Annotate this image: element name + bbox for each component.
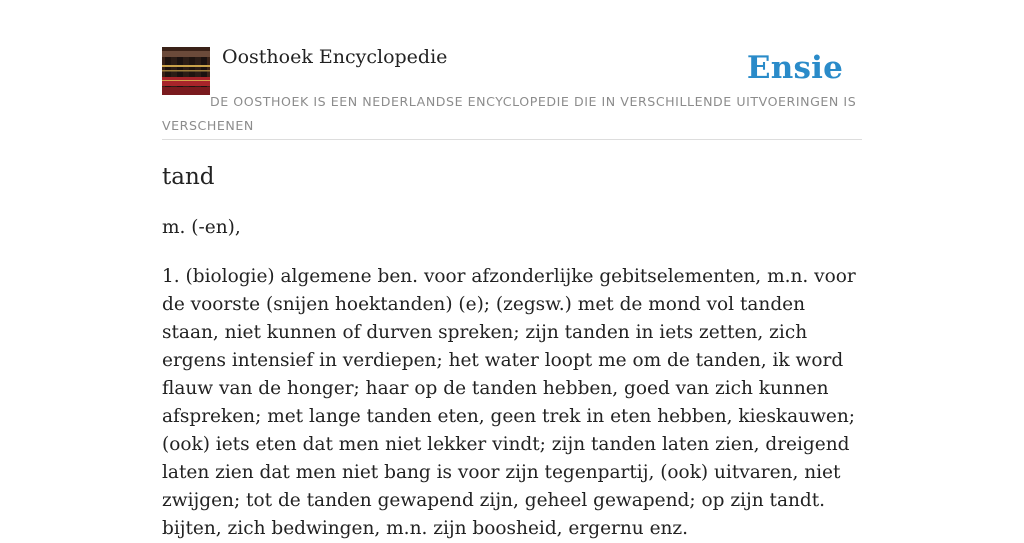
source-name-link[interactable]: Oosthoek Encyclopedie	[222, 46, 448, 68]
source-description: DE OOSTHOEK IS EEN NEDERLANDSE ENCYCLOPEDIE DIE IN VERSCHILLENDE UITVOERINGEN IS VERSCHENEN	[162, 94, 857, 133]
entry-grammar: m. (-en),	[162, 217, 241, 238]
ensie-logo-link[interactable]: Ensie	[746, 50, 843, 86]
encyclopedia-books-icon	[162, 47, 210, 95]
entry-definition: 1. (biologie) algemene ben. voor afzonderlijke gebitselementen, m.n. voor de voorste (snijen hoektanden) (e); (zegsw.) met de mond vol tanden staan, niet kunnen of durven spreken; zijn tanden in iets zetten, zich ergens intensief in verdiepen; het water loopt me om de tanden, ik word flauw van de honger; haar op de tanden hebben, goed van zich kunnen afspreken; met lange tanden eten, geen trek in eten hebben, kieskauwen; (ook) iets eten dat men niet lekker vindt; zijn tanden laten zien, dreigend laten zien dat men niet bang is voor zijn tegenpartij, (ook) uitvaren, niet zwijgen; tot de tanden gewapend zijn, geheel gewapend; op zijn tandt. bijten, zich bedwingen, m.n. zijn boosheid, ergernu enz.	[162, 266, 856, 539]
source-header	[162, 0, 862, 140]
source-avatar[interactable]	[162, 47, 210, 95]
page-container	[162, 0, 862, 539]
entry-term: tand	[162, 164, 215, 190]
